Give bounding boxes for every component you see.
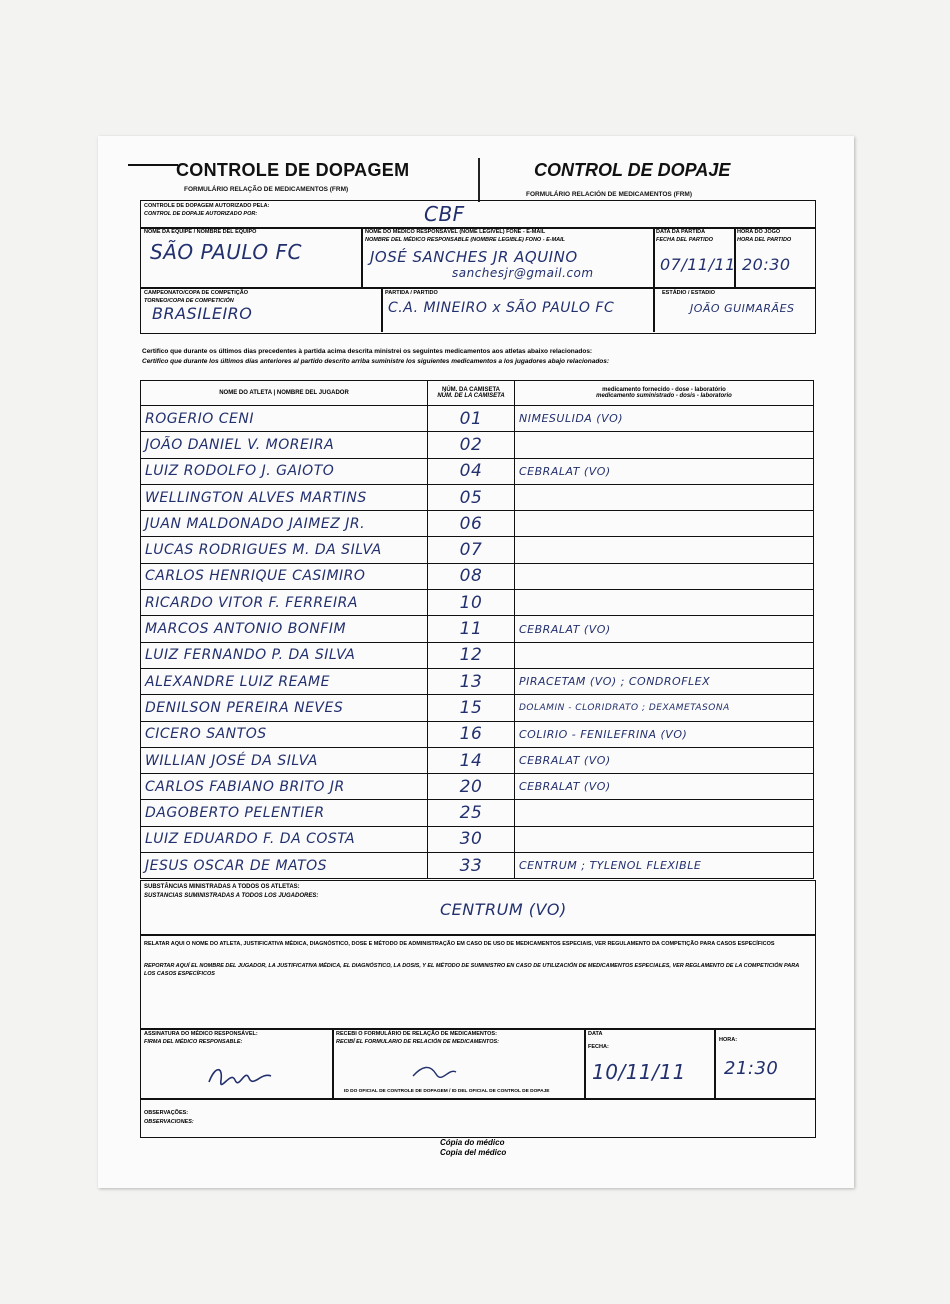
doctor-label-pt: NOME DO MÉDICO RESPONSÁVEL (NOME LEGÍVEL) FONE - E-MAIL (365, 229, 546, 235)
table-row (141, 747, 814, 773)
match-label: PARTIDA / PARTIDO (385, 290, 438, 296)
sign-date-label-es: FECHA: (588, 1044, 609, 1050)
table-row (141, 800, 814, 826)
authority-label-es: CONTROL DE DOPAJE AUTORIZADO POR: (144, 211, 258, 217)
table-row (141, 432, 814, 458)
col-num-header (428, 381, 515, 406)
athlete-name: LUIZ FERNANDO P. DA SILVA (141, 642, 428, 668)
time-label-es: HORA DEL PARTIDO (737, 237, 792, 243)
title-es: CONTROL DE DOPAJE (534, 160, 731, 180)
shirt-number: 30 (428, 826, 515, 852)
medication (515, 800, 814, 826)
athlete-table (140, 380, 814, 879)
sign-date-value: 10/11/11 (592, 1060, 686, 1084)
doctor-signature-label-pt: ASSINATURA DO MÉDICO RESPONSÁVEL: (144, 1031, 258, 1037)
table-row (141, 590, 814, 616)
instructions-es: REPORTAR AQUÍ EL NOMBRE DEL JUGADOR, LA JUSTIFICATIVA MÉDICA, EL DIAGNÓSTICO, LA DOSIS, Y EL MÉTODO DE SUMINISTRO EN CASO DE UTILIZACIÓN DE MEDICAMENTOS ESPECIALES, VER REGLAMENTO DE LA COMPETICIÓN PARA LOS CASOS ESPECÍFICOS (144, 963, 799, 977)
col-num-header-pt: NÚM. DA CAMISETA (442, 387, 500, 393)
team-label: NOME DA EQUIPE / NOMBRE DEL EQUIPO (144, 229, 257, 235)
time-label-pt: HORA DO JOGO (737, 229, 781, 235)
sign-time-value: 21:30 (724, 1058, 779, 1079)
athlete-name: WILLIAN JOSÉ DA SILVA (141, 747, 428, 773)
medication: CEBRALAT (VO) (515, 458, 814, 484)
table-row (141, 774, 814, 800)
table-row (141, 826, 814, 852)
shirt-number: 06 (428, 511, 515, 537)
shirt-number: 12 (428, 642, 515, 668)
col-med-header-pt: medicamento fornecido - dose - laboratório (602, 387, 726, 393)
athlete-name: MARCOS ANTONIO BONFIM (141, 616, 428, 642)
subtitle-pt: FORMULÁRIO RELAÇÃO DE MEDICAMENTOS (FRM) (184, 186, 349, 193)
doctor-signature-label-es: FIRMA DEL MÉDICO RESPONSABLE: (144, 1039, 243, 1045)
medication: PIRACETAM (VO) ; CONDROFLEX (515, 668, 814, 694)
table-row (141, 537, 814, 563)
table-row (141, 563, 814, 589)
athlete-name: JUAN MALDONADO JAIMEZ JR. (141, 511, 428, 537)
doctor-label-es: NOMBRE DEL MÉDICO RESPONSABLE (NOMBRE LEGIBLE) FONO - E-MAIL (365, 237, 566, 243)
authority-label-pt: CONTROLE DE DOPAGEM AUTORIZADO PELA: (144, 203, 270, 209)
athlete-name: WELLINGTON ALVES MARTINS (141, 484, 428, 510)
shirt-number: 14 (428, 747, 515, 773)
col-med-header (515, 381, 814, 406)
officer-signature (410, 1060, 460, 1082)
team-value: SÃO PAULO FC (150, 240, 302, 264)
date-label-pt: DATA DA PARTIDA (656, 229, 706, 235)
athlete-name: JOÃO DANIEL V. MOREIRA (141, 432, 428, 458)
shirt-number: 25 (428, 800, 515, 826)
observations-box (140, 1098, 816, 1138)
instructions-pt: RELATAR AQUI O NOME DO ATLETA, JUSTIFICATIVA MÉDICA, DIAGNÓSTICO, DOSE E MÉTODO DE ADMINISTRAÇÃO EM CASO DE USO DE MEDICAMENTOS ESPECIAIS, VER REGULAMENTO DA COMPETIÇÃO PARA CASOS ESPECÍFICOS (144, 941, 775, 947)
athlete-name: CARLOS HENRIQUE CASIMIRO (141, 563, 428, 589)
substances-value: CENTRUM (VO) (440, 900, 567, 919)
shirt-number: 04 (428, 458, 515, 484)
sign-date-label-pt: DATA (588, 1031, 603, 1037)
doctor-value: JOSÉ SANCHES JR AQUINO (370, 248, 578, 266)
medication (515, 590, 814, 616)
medication: DOLAMIN - CLORIDRATO ; DEXAMETASONA (515, 695, 814, 721)
athlete-name: LUCAS RODRIGUES M. DA SILVA (141, 537, 428, 563)
athlete-name: CARLOS FABIANO BRITO JR (141, 774, 428, 800)
date-label-es: FECHA DEL PARTIDO (656, 237, 713, 243)
received-label-es: RECIBÍ EL FORMULARIO DE RELACIÓN DE MEDICAMENTOS: (336, 1039, 499, 1045)
medication: CEBRALAT (VO) (515, 774, 814, 800)
substances-label-pt: SUBSTÂNCIAS MINISTRADAS A TODOS OS ATLETAS: (144, 884, 300, 890)
athlete-name: LUIZ RODOLFO J. GAIOTO (141, 458, 428, 484)
shirt-number: 11 (428, 616, 515, 642)
shirt-number: 13 (428, 668, 515, 694)
shirt-number: 08 (428, 563, 515, 589)
table-row (141, 853, 814, 879)
medication: CEBRALAT (VO) (515, 747, 814, 773)
shirt-number: 20 (428, 774, 515, 800)
shirt-number: 10 (428, 590, 515, 616)
subtitle-es: FORMULÁRIO RELACIÓN DE MEDICAMENTOS (FRM) (526, 191, 692, 198)
header-divider (478, 158, 480, 202)
athlete-name: RICARDO VITOR F. FERREIRA (141, 590, 428, 616)
table-row (141, 695, 814, 721)
athlete-name: ALEXANDRE LUIZ REAME (141, 668, 428, 694)
stadium-label: ESTÁDIO / ESTADIO (662, 290, 716, 296)
athlete-name: ROGERIO CENI (141, 406, 428, 432)
athlete-name: LUIZ EDUARDO F. DA COSTA (141, 826, 428, 852)
footer-copy-pt: Cópia do médico (440, 1138, 505, 1147)
col-med-header-es: medicamento suministrado - dosis - laboratorio (596, 393, 732, 399)
medication: COLIRIO - FENILEFRINA (VO) (515, 721, 814, 747)
medication (515, 537, 814, 563)
athlete-name: CICERO SANTOS (141, 721, 428, 747)
medication (515, 484, 814, 510)
col-name-header: NOME DO ATLETA | NOMBRE DEL JUGADOR (141, 381, 428, 406)
table-row (141, 668, 814, 694)
medication: CENTRUM ; TYLENOL FLEXIBLE (515, 853, 814, 879)
instructions-box (140, 934, 816, 1030)
substances-label-es: SUSTANCIAS SUMINISTRADAS A TODOS LOS JUGADORES: (144, 893, 319, 899)
match-value: C.A. MINEIRO x SÃO PAULO FC (388, 300, 615, 316)
table-row (141, 721, 814, 747)
medication: CEBRALAT (VO) (515, 616, 814, 642)
shirt-number: 02 (428, 432, 515, 458)
shirt-number: 16 (428, 721, 515, 747)
received-label-pt: RECEBI O FORMULÁRIO DE RELAÇÃO DE MEDICAMENTOS: (336, 1031, 497, 1037)
table-row (141, 458, 814, 484)
title-pt: CONTROLE DE DOPAGEM (176, 160, 410, 180)
athlete-name: DAGOBERTO PELENTIER (141, 800, 428, 826)
table-row (141, 511, 814, 537)
authority-value: CBF (424, 202, 465, 226)
observations-label-es: OBSERVACIONES: (144, 1119, 194, 1125)
medication (515, 432, 814, 458)
table-row (141, 406, 814, 432)
table-row (141, 484, 814, 510)
table-row (141, 642, 814, 668)
footer-copy-es: Copia del médico (440, 1148, 507, 1157)
time-value: 20:30 (742, 255, 791, 274)
table-header-row (141, 381, 814, 406)
sign-time-label: HORA: (719, 1037, 738, 1043)
header-rule (128, 164, 178, 166)
shirt-number: 15 (428, 695, 515, 721)
stadium-value: JOÃO GUIMARÃES (690, 302, 795, 315)
date-value: 07/11/11 (660, 255, 736, 274)
championship-value: BRASILEIRO (152, 304, 253, 323)
doctor-email: sanchesjr@gmail.com (452, 266, 594, 280)
medication (515, 642, 814, 668)
doctor-signature (205, 1062, 275, 1090)
athlete-name: JESUS OSCAR DE MATOS (141, 853, 428, 879)
table-row (141, 616, 814, 642)
officer-caption: ID DO OFICIAL DE CONTROLE DE DOPAGEM / ID DEL OFICIAL DE CONTROL DE DOPAJE (344, 1089, 550, 1094)
shirt-number: 05 (428, 484, 515, 510)
medication (515, 826, 814, 852)
medication: NIMESULIDA (VO) (515, 406, 814, 432)
certify-pt: Certifico que durante os últimos dias precedentes à partida acima descrita ministrei os seguintes medicamentos aos atletas abaixo relacionados: (142, 348, 593, 355)
medication (515, 511, 814, 537)
championship-label-pt: CAMPEONATO/COPA DE COMPETIÇÃO (144, 290, 248, 296)
shirt-number: 33 (428, 853, 515, 879)
col-num-header-es: NÚM. DE LA CAMISETA (437, 393, 505, 399)
observations-label-pt: OBSERVAÇÕES: (144, 1110, 189, 1116)
shirt-number: 01 (428, 406, 515, 432)
medication (515, 563, 814, 589)
certify-es: Certifico que durante los últimos días anteriores al partido descrito arriba suministre los siguientes medicamentos a los jugadores abajo relacionados: (142, 358, 610, 365)
athlete-name: DENILSON PEREIRA NEVES (141, 695, 428, 721)
championship-label-es: TORNEO/COPA DE COMPETICIÓN (144, 298, 234, 304)
shirt-number: 07 (428, 537, 515, 563)
